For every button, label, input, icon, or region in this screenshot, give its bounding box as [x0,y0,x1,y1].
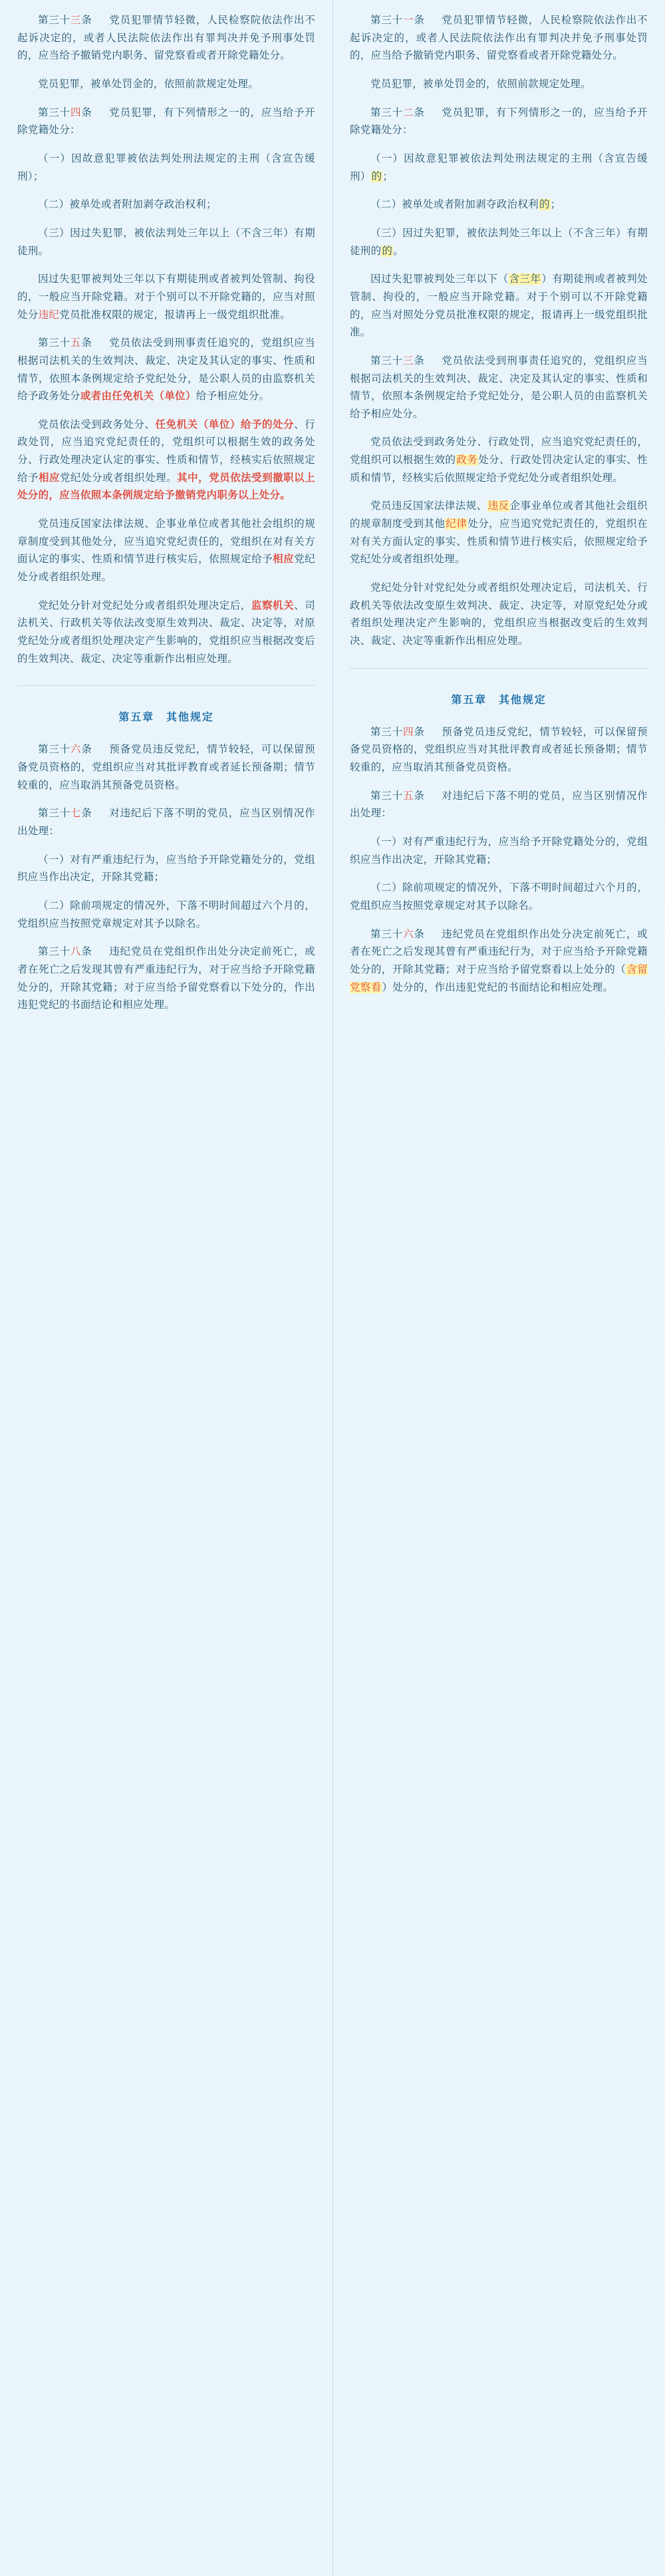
article-number [370,790,436,802]
highlighted-text: 的 [382,245,393,257]
article-number-digit: 二 [402,106,414,118]
body-paragraph [17,597,315,669]
article-paragraph [350,724,648,777]
article-body: 对违纪后下落不明的党员，应当区别情况作出处理： [17,808,315,837]
article-paragraph [17,12,315,65]
article-number-prefix: 第三十 [370,790,403,802]
body-text: 处分、行政处罚决定认定的事实、性质和情节，经核实后依照规定给予党纪处分或者组织处理。 [350,454,648,484]
bold-changed-text: 监察机关 [251,599,295,611]
body-paragraph [350,434,648,487]
section-separator [17,685,315,686]
article-number-suffix: 条 [81,946,103,958]
body-text: 因过失犯罪被判处三年以下有期徒刑或者被判处管制、拘役的，一般应当开除党籍。对于个别可以不开除党籍的，应当对照处分 [17,273,315,321]
article-paragraph [17,335,315,406]
article-number-digit: 六 [70,744,82,756]
article-paragraph [17,741,315,794]
body-text: 党员依法受到刑事责任追究的，党组织应当根据司法机关的生效判决、裁定、决定及其认定的事实、性质和情节，依照本条例规定给予党纪处分，是公职人员的由监察机关给予政务处分 [17,337,315,402]
body-text: （二）除前项规定的情况外，下落不明时间超过六个月的，党组织应当按照党章规定对其予以除名。 [17,899,315,929]
body-text: 党员犯罪，被单处罚金的，依照前款规定处理。 [370,78,592,90]
body-text: 党纪处分针对党纪处分或者组织处理决定后， [38,599,251,611]
article-number-prefix: 第三十 [370,726,403,738]
body-text: （二）被单处或者附加剥夺政治权利； [38,199,217,211]
body-paragraph [17,225,315,260]
body-text: 党员违反国家法律法规、企事业单位或者其他社会组织的规章制度受到其他处分，应当追究党纪责任的，党组织在对有关方面认定的事实、性质和情节进行核实后，依照规定给予 [17,518,315,565]
body-text: 党纪处分针对党纪处分或者组织处理决定后，司法机关、行政机关等依法改变原生效判决、裁定、决定等，对原党纪处分或者组织处理决定产生影响的，党组织应当根据改变后的生效判决、裁定、决定等重新作出相应处理。 [350,582,648,647]
article-body: 预备党员违反党纪，情节较轻，可以保留预备党员资格的，党组织应当对其批评教育或者延长预备期；情节较重的，应当取消其预备党员资格。 [350,726,648,773]
highlighted-changed-text: 含留党察看 [350,963,648,993]
article-number-prefix: 第三十 [370,928,403,940]
article-number-digit: 五 [402,790,414,802]
article-number-digit: 四 [402,726,414,738]
body-paragraph [17,271,315,324]
article-number [38,946,103,957]
article-number-digit: 一 [402,15,414,26]
article-body: 对违纪后下落不明的党员，应当区别情况作出处理： [350,790,648,820]
body-text: 党员犯罪，被单处罚金的，依照前款规定处理。 [38,78,259,90]
article-number-digit: 四 [70,106,82,118]
body-text: 党员依法受到刑事责任追究的，党组织应当根据司法机关的生效判决、裁定、决定及其认定的事实、性质和情节，依照本条例规定给予党纪处分，是公职人员的由监察机关给予相应处分。 [350,355,648,420]
article-number [370,929,436,940]
highlighted-text: 含三年 [509,273,541,285]
article-paragraph [17,943,315,1015]
article-number [38,15,103,26]
body-paragraph [17,516,315,587]
article-paragraph [350,353,648,424]
body-text: （三）因过失犯罪，被依法判处三年以上（不含三年）有期徒刑的 [350,227,648,257]
body-text: 企事业单位或者其他社会组织的规章制度受到其他 [350,500,648,530]
article-number [38,337,103,349]
body-paragraph [17,150,315,186]
article-number [38,744,103,755]
body-text: （二）被单处或者附加剥夺政治权利 [370,199,539,211]
article-number [370,107,436,118]
article-body: 党员犯罪情节轻微，人民检察院依法作出不起诉决定的，或者人民法院依法作出有罪判决并免予刑事处罚的，应当给予撤销党内职务、留党察看或者开除党籍处分。 [350,15,648,62]
body-text: 党纪处分或者组织处理。 [60,472,178,484]
section-separator [350,668,648,669]
body-text: 党员违反国家法律法规、 [370,500,487,512]
body-text: （三）因过失犯罪，被依法判处三年以上（不含三年）有期徒刑。 [17,227,315,257]
body-text: 党纪处分或者组织处理。 [17,554,315,583]
body-paragraph [350,76,648,94]
highlighted-changed-text: 违反 [487,500,509,512]
body-text: 处分，应当追究党纪责任的，党组织在对有关方面认定的事实、性质和情节进行核实后，依照规定给予党纪处分或者组织处理。 [350,518,648,565]
article-number-suffix: 条 [414,726,436,738]
body-paragraph [350,196,648,214]
article-number-prefix: 第三十 [38,946,70,958]
body-paragraph [350,498,648,569]
highlighted-changed-text: 政务 [456,454,478,466]
body-paragraph [17,897,315,933]
article-number-suffix: 条 [81,744,103,756]
article-number [370,726,436,738]
article-number [370,355,436,367]
body-paragraph [17,416,315,505]
article-number-prefix: 第三十 [38,106,70,118]
article-number-prefix: 第三十 [38,337,70,349]
article-number-digit: 七 [70,808,82,820]
article-number-digit: 五 [70,337,82,349]
body-text: ； [382,170,394,182]
body-text: （一）对有严重违纪行为，应当给予开除党籍处分的，党组织应当作出决定，开除其党籍； [17,854,315,884]
article-number-prefix: 第三十 [370,15,403,26]
body-paragraph [17,76,315,94]
bold-changed-text: 任免机关（单位）给予的处分 [155,418,295,430]
article-paragraph [17,104,315,140]
body-text: 党员依法受到政务处分、行政处罚，应当追究党纪责任的，党组织可以根据生效的 [350,436,648,466]
bold-changed-text: 相应 [273,554,295,565]
body-paragraph [350,880,648,915]
body-text: 给予相应处分。 [196,391,270,402]
article-number-digit: 三 [402,355,414,367]
body-text: 因过失犯罪被判处三年以下（ [370,273,509,285]
body-paragraph [17,852,315,887]
body-text: （一）因故意犯罪被依法判处刑法规定的主刑（含宣告缓刑） [350,152,648,182]
highlighted-text: 的 [371,170,382,182]
article-number [370,15,436,26]
body-text: 违纪党员在党组织作出处分决定前死亡，或者在死亡之后发现其曾有严重违纪行为，对于应当给予开除党籍处分的，开除其党籍；对于应当给予留党察看以下处分的，作出违犯党纪的书面结论和相应处理。 [17,946,315,1011]
body-paragraph [350,225,648,260]
article-number-digit: 三 [70,15,82,26]
article-body: 党员犯罪情节轻微，人民检察院依法作出不起诉决定的，或者人民法院依法作出有罪判决并免予刑事处罚的，应当给予撤销党内职务、留党察看或者开除党籍处分。 [17,15,315,62]
article-number-prefix: 第三十 [38,15,70,26]
highlighted-changed-text: 纪律 [446,518,467,530]
bold-changed-text: 相应 [39,472,61,484]
body-paragraph [17,196,315,214]
article-number-prefix: 第三十 [38,744,70,756]
article-number [38,107,103,118]
body-paragraph [350,271,648,342]
article-number-suffix: 条 [414,355,436,367]
body-text: 党员批准权限的规定，报请再上一级党组织批准。 [59,309,291,321]
article-number-suffix: 条 [414,790,436,802]
body-text: （一）因故意犯罪被依法判处刑法规定的主刑（含宣告缓刑）； [17,152,315,182]
article-number-suffix: 条 [81,106,103,118]
body-text: （二）除前项规定的情况外，下落不明时间超过六个月的，党组织应当按照党章规定对其予以除名。 [350,882,648,911]
article-number-suffix: 条 [414,106,436,118]
column-divider [332,0,333,2576]
article-number-suffix: 条 [414,928,436,940]
article-paragraph [350,926,648,997]
article-number-suffix: 条 [414,15,436,26]
article-body: 预备党员违反党纪，情节较轻，可以保留预备党员资格的，党组织应当对其批评教育或者延长预备期；情节较重的，应当取消其预备党员资格。 [17,744,315,791]
column-left-old-version [0,0,332,1052]
column-right-new-version [332,0,665,1052]
article-number-prefix: 第三十 [370,355,403,367]
article-number-digit: 六 [402,928,414,940]
highlighted-text: 的 [539,199,550,211]
article-number-suffix: 条 [81,337,103,349]
body-paragraph [350,834,648,869]
body-paragraph [350,579,648,651]
body-text: ）有期徒刑或者被判处管制、拘役的，一般应当开除党籍。对于个别可以不开除党籍的，应当对照处分党员批准权限的规定，报请再上一级党组织批准。 [350,273,648,339]
article-number-suffix: 条 [81,808,103,820]
body-text: 。 [393,245,404,257]
article-number [38,808,103,819]
article-paragraph [350,12,648,65]
body-text: 违纪党员在党组织作出处分决定前死亡，或者在死亡之后发现其曾有严重违纪行为，对于应当给予开除党籍处分的，开除其党籍；对于应当给予留党察看以上处分的（ [350,928,648,975]
body-text: 、行政处罚，应当追究党纪责任的，党组织可以根据生效的政务处分、行政处理决定认定的事实、性质和情节，经核实后依照规定给予 [17,418,316,484]
body-text: ）处分的，作出违犯党纪的书面结论和相应处理。 [382,981,614,993]
body-text: （一）对有严重违纪行为，应当给予开除党籍处分的，党组织应当作出决定，开除其党籍； [350,836,648,866]
emphasized-text: 违纪 [38,309,60,321]
article-number-prefix: 第三十 [38,808,70,820]
article-body: 党员犯罪，有下列情形之一的，应当给予开除党籍处分： [350,106,648,136]
body-text: 、司法机关、行政机关等依法改变原生效判决、裁定、决定等，对原党纪处分或者组织处理决定产生影响的，党组织应当根据改变后的生效判决、裁定、决定等重新作出相应处理。 [17,599,316,665]
body-text: ； [550,199,561,211]
bold-changed-text: 或者由任免机关（单位） [80,391,196,402]
chapter-heading: 第五章 其他规定 [118,712,214,724]
article-number-digit: 八 [70,946,82,958]
article-number-prefix: 第三十 [370,106,403,118]
body-paragraph [350,150,648,186]
article-paragraph [350,788,648,823]
body-text: 党员依法受到政务处分、 [38,418,156,430]
article-body: 党员犯罪，有下列情形之一的，应当给予开除党籍处分： [17,106,315,136]
article-number-suffix: 条 [81,15,103,26]
bold-changed-text: 其中，党员依法受到撤职以上处分的，应当依照本条例规定给予撤销党内职务以上处分。 [17,472,315,502]
article-paragraph [350,104,648,140]
chapter-heading: 第五章 其他规定 [451,694,547,706]
article-paragraph [17,805,315,840]
